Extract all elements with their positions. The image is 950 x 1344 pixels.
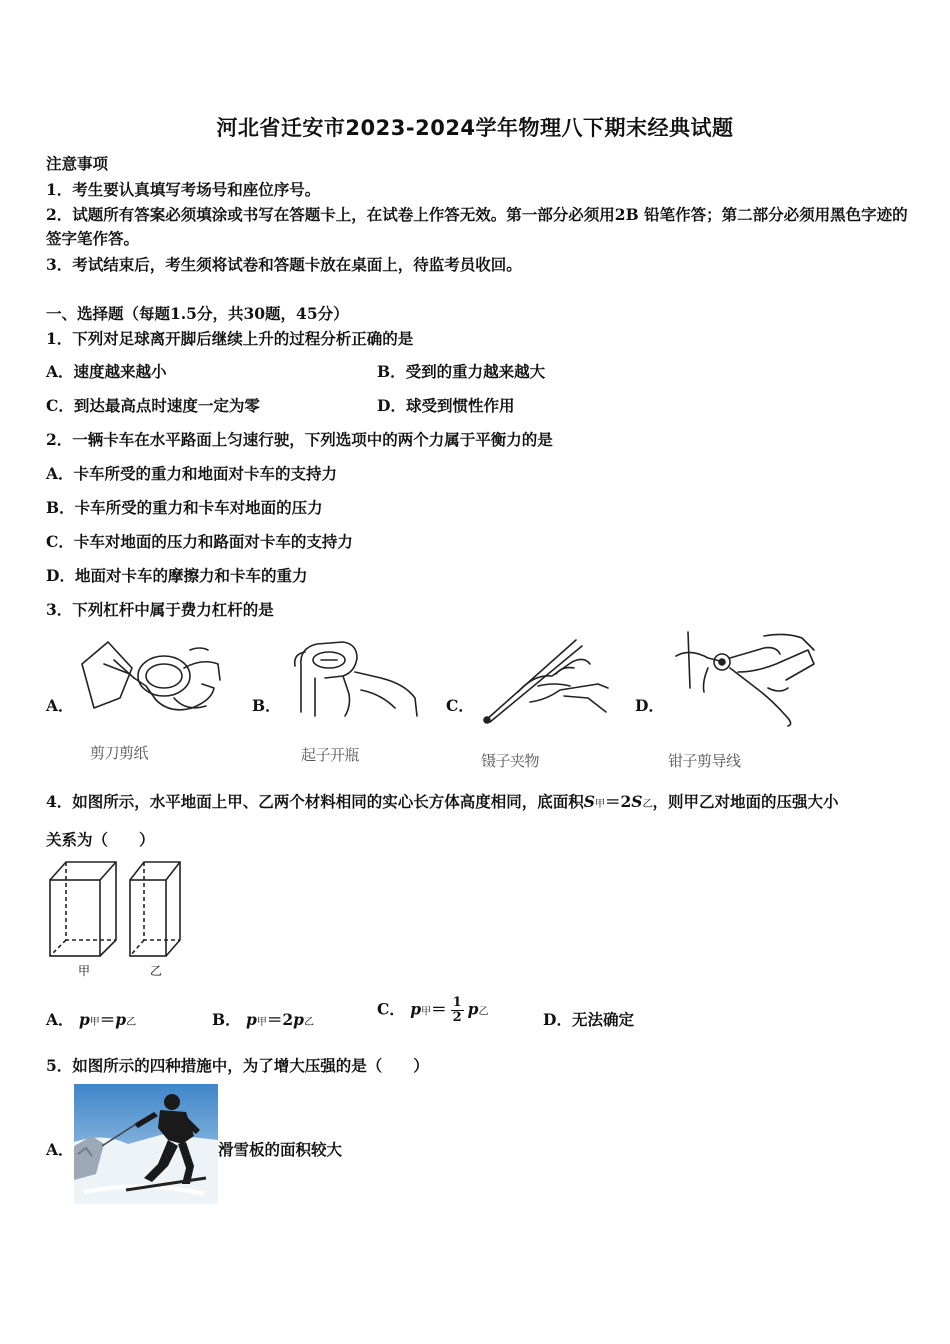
- q1-stem: 1．下列对足球离开脚后继续上升的过程分析正确的是: [46, 329, 414, 348]
- q3-caption-d: 钳子剪导线: [668, 752, 741, 770]
- section-heading: 一、选择题（每题1.5分，共30题，45分）: [46, 304, 349, 323]
- q2-option-c: C．卡车对地面的压力和路面对卡车的支持力: [46, 532, 353, 551]
- tweezers-illustration: [478, 632, 614, 726]
- fraction-one-half: $\frac{1}{2}$: [452, 995, 462, 1025]
- q4-stem: 4．如图所示，水平地面上甲、乙两个材料相同的实心长方体高度相同，底面积S甲＝2S乙，则甲乙对地面的压强大小: [46, 792, 839, 811]
- q3-caption-c: 镊子夹物: [481, 752, 540, 770]
- q2-stem: 2．一辆卡车在水平路面上匀速行驶，下列选项中的两个力属于平衡力的是: [46, 430, 553, 449]
- q5-label-a: A．: [46, 1140, 74, 1159]
- q1-option-c: C．到达最高点时速度一定为零: [46, 396, 260, 415]
- notice-item-2: 2．试题所有答案必须填涂或书写在答题卡上，在试卷上作答无效。第一部分必须用2B 铅笔作答；第二部分必须用黑色字迹的签字笔作答。: [46, 205, 908, 248]
- q2-option-d: D．地面对卡车的摩擦力和卡车的重力: [46, 566, 308, 585]
- q3-label-a: A．: [46, 696, 74, 715]
- q5-stem: 5．如图所示的四种措施中，为了增大压强的是（ ）: [46, 1056, 429, 1075]
- skier-photo: [74, 1084, 218, 1204]
- pliers-illustration: [668, 628, 818, 728]
- q4-stem-line2: 关系为（ ）: [46, 830, 155, 849]
- q3-caption-a: 剪刀剪纸: [90, 744, 149, 762]
- notice-heading: 注意事项: [46, 154, 109, 173]
- q5-option-a-text: 滑雪板的面积较大: [218, 1140, 343, 1159]
- q3-label-b: B．: [252, 696, 281, 715]
- q1-option-a: A．速度越来越小: [46, 362, 167, 381]
- boxes-figure: [46, 858, 186, 960]
- q1-option-d: D．球受到惯性作用: [377, 396, 515, 415]
- fig-label-jia: 甲: [78, 964, 91, 978]
- page-title: 河北省迁安市2023-2024学年物理八下期末经典试题: [216, 116, 734, 140]
- bottle-opener-illustration: [285, 632, 425, 722]
- notice-item-3: 3．考试结束后，考生须将试卷和答题卡放在桌面上，待监考员收回。: [46, 255, 522, 274]
- q1-option-b: B．受到的重力越来越大: [377, 362, 546, 381]
- q4-option-b: B． p甲＝2p乙: [212, 1010, 314, 1029]
- q3-caption-b: 起子开瓶: [301, 746, 360, 764]
- q3-label-d: D．: [635, 696, 664, 715]
- scissors-illustration: [74, 628, 224, 720]
- q2-option-b: B．卡车所受的重力和卡车对地面的压力: [46, 498, 323, 517]
- q3-label-c: C．: [446, 696, 474, 715]
- q4-option-c: C． p甲＝ $\frac{1}{2}$ p乙: [377, 995, 489, 1025]
- fig-label-yi: 乙: [150, 964, 163, 978]
- q4-option-a: A． p甲＝p乙: [46, 1010, 137, 1029]
- notice-item-1: 1．考生要认真填写考场号和座位序号。: [46, 180, 321, 199]
- q3-stem: 3．下列杠杆中属于费力杠杆的是: [46, 600, 274, 619]
- q2-option-a: A．卡车所受的重力和地面对卡车的支持力: [46, 464, 338, 483]
- q4-option-d: D．无法确定: [543, 1010, 634, 1029]
